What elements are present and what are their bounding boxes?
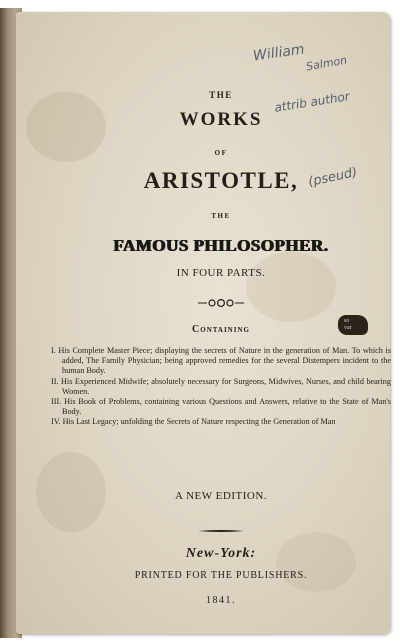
ornament-divider [198, 298, 244, 308]
pencil-note-attribution: attrib author [273, 89, 351, 115]
contents-item: III. His Book of Problems, containing various Questions and Answers, relative to the State of Man's Body. [51, 397, 391, 417]
subtitle-article: THE [211, 212, 231, 220]
imprint-place: New-York: [185, 546, 257, 561]
pencil-note-pseudonym: (pseud) [306, 165, 359, 190]
subtitle-parts: IN FOUR PARTS. [176, 267, 266, 279]
contents-list [51, 346, 391, 428]
containing-heading: Containing [192, 324, 250, 335]
contents-item: I. His Complete Master Piece; displaying the secrets of Nature in the generation of Man. To which is added, The Family Physician; being approved remedies for the several Distempers incident to the human Body. [51, 346, 391, 376]
title-page [16, 12, 390, 634]
pencil-note-surname: Salmon [305, 53, 349, 74]
subtitle-famous-philosopher: FAMOUS PHILOSOPHER. [113, 236, 329, 255]
contents-item: II. His Experienced Midwife; absolutely necessary for Surgeons, Midwives, Nurses, and child bearing Women. [51, 376, 391, 396]
title-of: OF [214, 149, 228, 157]
tab-text-line: var [344, 325, 352, 331]
title-works: WORKS [179, 109, 263, 130]
rule-divider [198, 529, 244, 533]
paper-tab [338, 315, 368, 335]
tab-text-line: so [344, 318, 350, 324]
edition-line: A NEW EDITION. [174, 490, 268, 502]
foxing-stain [246, 252, 336, 322]
pencil-note-name: William [252, 41, 306, 65]
foxing-stain [276, 532, 356, 592]
imprint-printer: PRINTED FOR THE PUBLISHERS. [134, 570, 308, 581]
title-aristotle: ARISTOTLE, [143, 168, 299, 193]
title-article: THE [209, 90, 233, 100]
imprint-year: 1841. [206, 595, 236, 606]
contents-item: IV. His Last Legacy; unfolding the Secrets of Nature respecting the Generation of Man [51, 417, 336, 427]
